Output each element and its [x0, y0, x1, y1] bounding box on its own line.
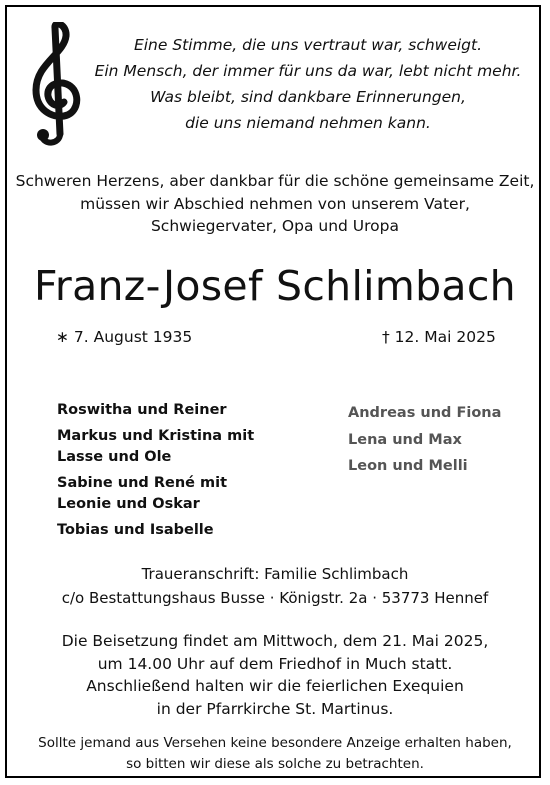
poem-line: Was bleibt, sind dankbare Erinnerungen, [150, 88, 466, 106]
funeral-line: um 14.00 Uhr auf dem Friedhof in Much statt. [97, 654, 453, 673]
intro-line: Schweren Herzens, aber dankbar für die schöne gemeinsame Zeit, [15, 172, 535, 190]
family-entry [57, 400, 307, 421]
deceased-name: Franz-Josef Schlimbach [34, 262, 516, 310]
family-line: Roswitha und Reiner [57, 402, 227, 418]
footer-line: Sollte jemand aus Versehen keine besondere Anzeige erhalten haben, [38, 735, 512, 751]
family-line: Markus und Kristina mit [57, 428, 255, 444]
poem-line: Ein Mensch, der immer für uns da war, lebt nicht mehr. [94, 62, 522, 80]
funeral-info [0, 630, 550, 720]
family-list-right [348, 400, 528, 480]
family-entry: Lena und Max [348, 431, 462, 448]
poem [88, 32, 528, 136]
funeral-line: Die Beisetzung findet am Mittwoch, dem 21. Mai 2025, [61, 632, 489, 650]
death-date: † 12. Mai 2025 [382, 328, 496, 346]
family-line: Leonie und Oskar [57, 496, 200, 512]
family-line: Lasse und Ole [57, 449, 172, 465]
family-entry [57, 426, 307, 468]
footer-note [0, 733, 550, 775]
poem-line: die uns niemand nehmen kann. [185, 114, 431, 132]
intro-line: müssen wir Abschied nehmen von unserem Vater, [80, 194, 470, 213]
funeral-line: Anschließend halten wir die feierlichen Exequien [86, 677, 464, 695]
family-line: Tobias und Isabelle [57, 522, 214, 538]
family-list-left [57, 400, 307, 546]
mourning-address [0, 562, 550, 610]
treble-clef-icon [30, 22, 86, 150]
address-line: Traueranschrift: Familie Schlimbach [141, 565, 409, 583]
address-line: c/o Bestattungshaus Busse · Königstr. 2a · 53773 Hennef [61, 589, 489, 607]
family-line: Sabine und René mit [57, 475, 228, 491]
family-entry: Andreas und Fiona [348, 405, 502, 421]
family-entry: Leon und Melli [348, 458, 468, 474]
birth-date: ∗ 7. August 1935 [56, 328, 193, 346]
funeral-line: in der Pfarrkirche St. Martinus. [156, 699, 394, 718]
poem-line: Eine Stimme, die uns vertraut war, schweigt. [133, 36, 483, 54]
family-entry [57, 520, 307, 541]
footer-line: so bitten wir diese als solche zu betrachten. [126, 756, 424, 772]
family-entry [57, 473, 307, 515]
intro-line: Schwiegervater, Opa und Uropa [150, 217, 400, 235]
intro-text [10, 170, 540, 238]
